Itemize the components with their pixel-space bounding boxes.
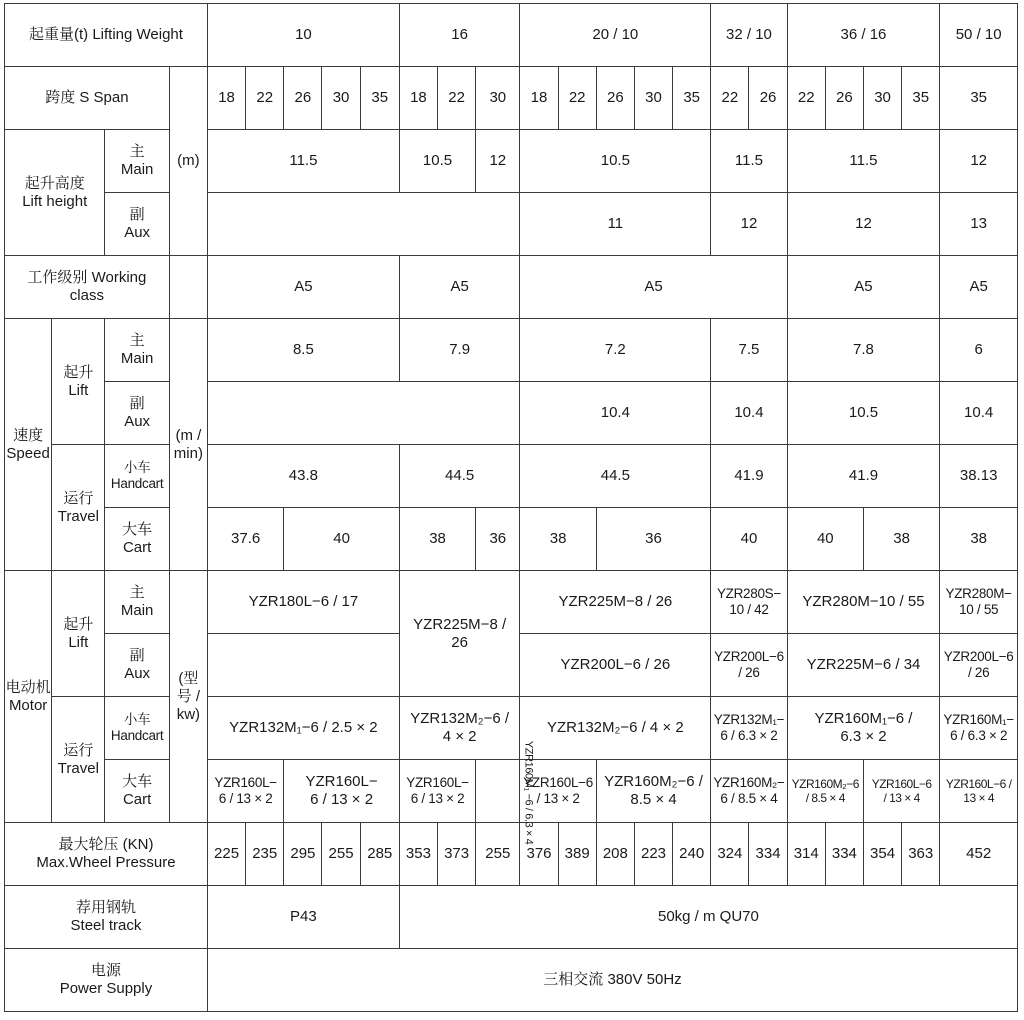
label-speed-travel: 运行 Travel xyxy=(52,445,105,571)
motor-cart-cell: YZR160M₂−6 / 8.5 × 4 xyxy=(596,760,711,823)
label-aux: 副 Aux xyxy=(105,634,169,697)
wheel-pressure-cell: 223 xyxy=(634,823,672,886)
motor-handcart-cell: YZR132M₂−6 / 4 × 2 xyxy=(399,697,520,760)
lift-height-aux-cell: 13 xyxy=(940,193,1018,256)
speed-lift-main-cell: 8.5 xyxy=(207,319,399,382)
lift-height-main-cell: 12 xyxy=(476,130,520,193)
motor-handcart-cell: YZR132M₁− 6 / 6.3 × 2 xyxy=(711,697,787,760)
motor-cart-cell: YZR160L−6 / 13 × 4 xyxy=(863,760,939,823)
speed-lift-main-cell: 6 xyxy=(940,319,1018,382)
label-aux: 副 Aux xyxy=(105,193,169,256)
span-cell: 30 xyxy=(476,67,520,130)
motor-lift-aux-cell: YZR200L−6 / 26 xyxy=(940,634,1018,697)
row-max-wheel-pressure xyxy=(5,823,1018,886)
lift-height-main-cell: 11.5 xyxy=(711,130,787,193)
motor-handcart-cell: YZR132M₁−6 / 2.5 × 2 xyxy=(207,697,399,760)
row-working-class xyxy=(5,256,1018,319)
lifting-weight-cell: 10 xyxy=(207,4,399,67)
speed-lift-main-cell: 7.9 xyxy=(399,319,520,382)
row-speed-lift-main xyxy=(5,319,1018,382)
span-cell: 30 xyxy=(863,67,901,130)
lift-height-main-cell: 11.5 xyxy=(787,130,940,193)
motor-lift-main-cell: YZR180L−6 / 17 xyxy=(207,571,399,634)
label-main: 主 Main xyxy=(105,319,169,382)
speed-cart-cell: 38 xyxy=(940,508,1018,571)
label-cart: 大车 Cart xyxy=(105,760,169,823)
row-motor-cart xyxy=(5,760,1018,823)
motor-lift-aux-cell: YZR225M−6 / 34 xyxy=(787,634,940,697)
motor-cart-cell: YZR160L− 6 / 13 × 2 xyxy=(207,760,283,823)
empty-cell xyxy=(207,382,519,445)
wheel-pressure-cell: 373 xyxy=(438,823,476,886)
row-motor-handcart xyxy=(5,697,1018,760)
wheel-pressure-cell: 295 xyxy=(284,823,322,886)
span-cell: 26 xyxy=(749,67,787,130)
span-cell: 35 xyxy=(360,67,399,130)
empty-cell xyxy=(207,193,519,256)
label-motor: 电动机 Motor xyxy=(5,571,52,823)
label-cart: 大车 Cart xyxy=(105,508,169,571)
label-handcart: 小车 Handcart xyxy=(105,445,169,508)
lifting-weight-cell: 32 / 10 xyxy=(711,4,787,67)
label-max-wheel-pressure: 最大轮压 (KN) Max.Wheel Pressure xyxy=(5,823,208,886)
span-cell: 22 xyxy=(711,67,749,130)
label-power-supply: 电源 Power Supply xyxy=(5,949,208,1012)
span-cell: 22 xyxy=(246,67,284,130)
motor-cart-vertical-text: YZR160M₁ −6 / 6.3 × 4 xyxy=(522,740,535,845)
row-speed-cart xyxy=(5,508,1018,571)
wheel-pressure-cell: 314 xyxy=(787,823,825,886)
power-supply-cell: 三相交流 380V 50Hz xyxy=(207,949,1017,1012)
span-cell: 22 xyxy=(558,67,596,130)
wheel-pressure-cell: 255 xyxy=(476,823,520,886)
label-working-class: 工作级别 Working class xyxy=(5,256,170,319)
label-lifting-weight: 起重量(t) Lifting Weight xyxy=(5,4,208,67)
working-class-cell: A5 xyxy=(207,256,399,319)
span-cell: 22 xyxy=(787,67,825,130)
empty-cell xyxy=(169,256,207,319)
speed-lift-aux-cell: 10.4 xyxy=(711,382,787,445)
row-power-supply xyxy=(5,949,1018,1012)
speed-handcart-cell: 44.5 xyxy=(520,445,711,508)
wheel-pressure-cell: 389 xyxy=(558,823,596,886)
motor-lift-main-cell: YZR280M− 10 / 55 xyxy=(940,571,1018,634)
motor-lift-aux-cell: YZR200L−6 / 26 xyxy=(520,634,711,697)
unit-model-kw: (型 号 / kw) xyxy=(169,571,207,823)
wheel-pressure-cell: 235 xyxy=(246,823,284,886)
label-main: 主 Main xyxy=(105,571,169,634)
speed-handcart-cell: 41.9 xyxy=(711,445,787,508)
motor-lift-main-cell: YZR225M−8 / 26 xyxy=(399,571,520,697)
motor-cart-cell: YZR160L− 6 / 13 × 2 xyxy=(284,760,400,823)
wheel-pressure-cell: 225 xyxy=(207,823,245,886)
motor-lift-main-cell: YZR280M−10 / 55 xyxy=(787,571,940,634)
speed-cart-cell: 38 xyxy=(399,508,475,571)
span-cell: 35 xyxy=(902,67,940,130)
label-span: 跨度 S Span xyxy=(5,67,170,130)
row-speed-handcart xyxy=(5,445,1018,508)
speed-lift-aux-cell: 10.4 xyxy=(520,382,711,445)
empty-cell xyxy=(207,634,399,697)
lift-height-aux-cell: 12 xyxy=(711,193,787,256)
span-cell: 35 xyxy=(673,67,711,130)
row-lift-height-aux xyxy=(5,193,1018,256)
wheel-pressure-cell: 363 xyxy=(902,823,940,886)
span-cell: 18 xyxy=(399,67,437,130)
crane-spec-table xyxy=(4,3,1018,1012)
span-cell: 30 xyxy=(634,67,672,130)
speed-lift-aux-cell: 10.4 xyxy=(940,382,1018,445)
row-motor-lift-main xyxy=(5,571,1018,634)
label-handcart: 小车 Handcart xyxy=(105,697,169,760)
lift-height-main-cell: 10.5 xyxy=(520,130,711,193)
motor-cart-cell: YZR160L−6 / 13 × 2 xyxy=(520,760,596,823)
speed-cart-cell: 36 xyxy=(596,508,711,571)
motor-lift-aux-cell: YZR200L−6 / 26 xyxy=(711,634,787,697)
speed-cart-cell: 38 xyxy=(520,508,596,571)
row-lifting-weight xyxy=(5,4,1018,67)
label-steel-track: 荐用钢轨 Steel track xyxy=(5,886,208,949)
speed-handcart-cell: 43.8 xyxy=(207,445,399,508)
motor-lift-main-cell: YZR225M−8 / 26 xyxy=(520,571,711,634)
wheel-pressure-cell: 208 xyxy=(596,823,634,886)
motor-lift-main-cell: YZR280S− 10 / 42 xyxy=(711,571,787,634)
motor-cart-cell: YZR160M₂− 6 / 8.5 × 4 xyxy=(711,760,787,823)
motor-cart-cell: YZR160L− 6 / 13 × 2 xyxy=(399,760,475,823)
row-steel-track xyxy=(5,886,1018,949)
lift-height-aux-cell: 11 xyxy=(520,193,711,256)
wheel-pressure-cell: 255 xyxy=(322,823,360,886)
speed-lift-main-cell: 7.8 xyxy=(787,319,940,382)
wheel-pressure-cell: 285 xyxy=(360,823,399,886)
speed-lift-main-cell: 7.5 xyxy=(711,319,787,382)
label-lift-height: 起升高度 Lift height xyxy=(5,130,105,256)
speed-lift-main-cell: 7.2 xyxy=(520,319,711,382)
speed-cart-cell: 40 xyxy=(787,508,863,571)
speed-cart-cell: 40 xyxy=(711,508,787,571)
label-aux: 副 Aux xyxy=(105,382,169,445)
span-cell: 18 xyxy=(207,67,245,130)
wheel-pressure-cell: 452 xyxy=(940,823,1018,886)
lifting-weight-cell: 20 / 10 xyxy=(520,4,711,67)
span-cell: 26 xyxy=(596,67,634,130)
speed-handcart-cell: 44.5 xyxy=(399,445,520,508)
label-speed-lift: 起升 Lift xyxy=(52,319,105,445)
wheel-pressure-cell: 324 xyxy=(711,823,749,886)
steel-track-cell: 50kg / m QU70 xyxy=(399,886,1017,949)
row-lift-height-main xyxy=(5,130,1018,193)
steel-track-cell: P43 xyxy=(207,886,399,949)
working-class-cell: A5 xyxy=(520,256,787,319)
motor-handcart-cell: YZR160M₁− 6 / 6.3 × 2 xyxy=(940,697,1018,760)
working-class-cell: A5 xyxy=(787,256,940,319)
label-speed: 速度 Speed xyxy=(5,319,52,571)
motor-cart-cell: YZR160M₂−6 / 8.5 × 4 xyxy=(787,760,863,823)
span-cell: 18 xyxy=(520,67,558,130)
lift-height-main-cell: 12 xyxy=(940,130,1018,193)
speed-cart-cell: 36 xyxy=(476,508,520,571)
label-motor-lift: 起升 Lift xyxy=(52,571,105,697)
wheel-pressure-cell: 240 xyxy=(673,823,711,886)
working-class-cell: A5 xyxy=(399,256,520,319)
lift-height-aux-cell: 12 xyxy=(787,193,940,256)
motor-handcart-cell: YZR132M₂−6 / 4 × 2 xyxy=(520,697,711,760)
motor-cart-cell-vertical xyxy=(476,740,535,845)
wheel-pressure-cell: 376 xyxy=(520,823,558,886)
unit-m-min: (m / min) xyxy=(169,319,207,571)
working-class-cell: A5 xyxy=(940,256,1018,319)
lifting-weight-cell: 16 xyxy=(399,4,520,67)
span-cell: 26 xyxy=(825,67,863,130)
speed-handcart-cell: 38.13 xyxy=(940,445,1018,508)
motor-handcart-cell: YZR160M₁−6 / 6.3 × 2 xyxy=(787,697,940,760)
wheel-pressure-cell: 334 xyxy=(825,823,863,886)
speed-cart-cell: 37.6 xyxy=(207,508,283,571)
speed-cart-cell: 38 xyxy=(863,508,939,571)
lift-height-main-cell: 11.5 xyxy=(207,130,399,193)
lifting-weight-cell: 50 / 10 xyxy=(940,4,1018,67)
row-span xyxy=(5,67,1018,130)
label-motor-travel: 运行 Travel xyxy=(52,697,105,823)
wheel-pressure-cell: 334 xyxy=(749,823,787,886)
motor-cart-cell: YZR160L−6 / 13 × 4 xyxy=(940,760,1018,823)
label-main: 主 Main xyxy=(105,130,169,193)
span-cell: 26 xyxy=(284,67,322,130)
speed-lift-aux-cell: 10.5 xyxy=(787,382,940,445)
span-cell: 35 xyxy=(940,67,1018,130)
wheel-pressure-cell: 353 xyxy=(399,823,437,886)
lift-height-main-cell: 10.5 xyxy=(399,130,475,193)
row-speed-lift-aux xyxy=(5,382,1018,445)
span-cell: 22 xyxy=(438,67,476,130)
unit-m: (m) xyxy=(169,67,207,256)
speed-handcart-cell: 41.9 xyxy=(787,445,940,508)
wheel-pressure-cell: 354 xyxy=(863,823,901,886)
lifting-weight-cell: 36 / 16 xyxy=(787,4,940,67)
span-cell: 30 xyxy=(322,67,360,130)
speed-cart-cell: 40 xyxy=(284,508,400,571)
